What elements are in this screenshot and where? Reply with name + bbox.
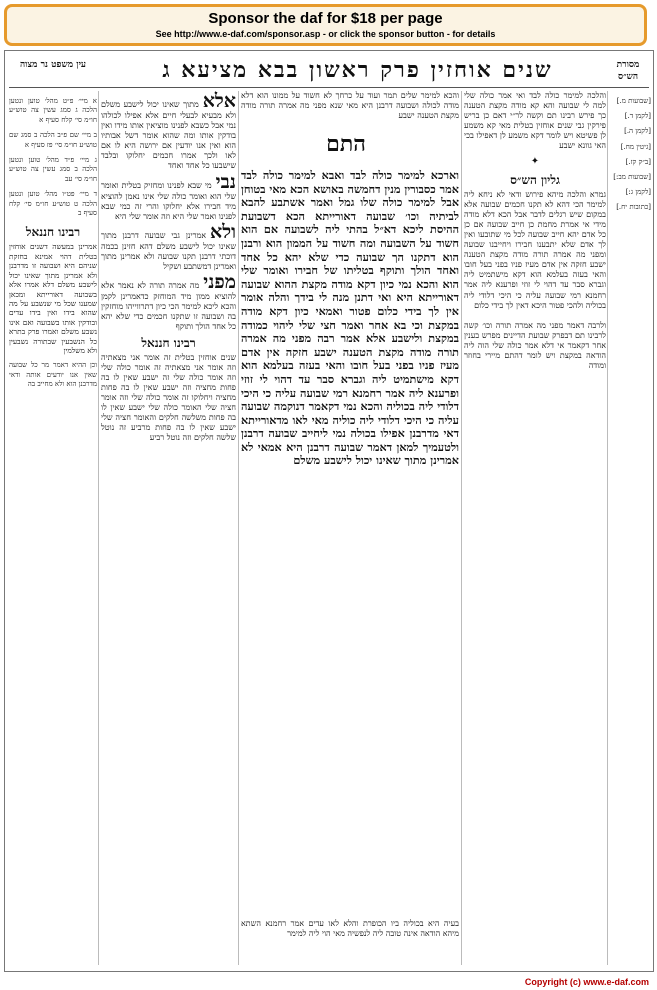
ornament-icon: ✦ <box>530 155 540 167</box>
gilyon-hashas-heading: גליון הש״ס <box>510 172 560 187</box>
commentary-text: שנים אוחזין בטלית זה אומר אני מצאתיה וזה אומר אני מצאתיה זה אומר כולה שלי וזה אומר כולה שלי זה ישבע שאין לו בה פחות מחציה וזה ישבע שאין לו בה פחות מחציה ויחלוקו זה אומר כולה שלי וזה אומר חציה שלי האומר כולה שלי ישבע שאין לו בה פחות משלשה חלקים והאומר חציה שלי ישבע שאין לו בה פחות מרביע זה נוטל שלשה חלקים וזה נוטל רביע <box>101 352 236 443</box>
mesoret-note: [לקמן ה.] <box>624 127 651 136</box>
commentary-column-left <box>101 91 236 965</box>
tosafot-text: ולרבה דאמר מפני מה אמרה תורה וכו׳ קשה לרבינו תם דבפרק שבועת הדיינים מפרש בענין אחר דקאמר אי דלא אמר כולה שלי הוה ליה הודאה במקצת ויש לומר דהתם מיירי בחוזר ומודה <box>464 320 606 371</box>
commentary-text: מה אמרה תורה לא נאמר אלא להוציא ממון מיד המוחזק כדאמרינן לקמן והכא ליכא למימר הכי כיון דתרווייהו מוחזקין בה ושבועה זו שתקנו חכמים כדי שלא יהא כל אחד הולך ותוקף <box>101 281 236 332</box>
column-divider <box>238 91 239 965</box>
mesoret-note: [לקמן ג:] <box>625 188 651 197</box>
page-header <box>5 55 653 85</box>
ein-mishpat-note: ד מיי׳ פט״ו מהל׳ טוען ונטען הלכה ט טוש״ע חו״מ סי׳ קלח סעיף ב <box>9 190 97 218</box>
dibbur-hamatchil: מפני <box>203 271 236 294</box>
sponsor-banner[interactable] <box>4 4 647 46</box>
mesoret-note: [לקמן ד.] <box>624 112 651 121</box>
ein-mishpat-label: עין משפט נר מצוה <box>19 60 87 70</box>
dibbur-hamatchil: ולא <box>210 220 236 243</box>
commentary-bottom: בעיה היא בכוליה ביו הכופרת והלא לאו עדים אמר רחמנא השתא מיהא הודאה אינה טובה ליה לנפשיה מאי הוי ליה למימר <box>241 919 459 939</box>
rabbeinu-chananel-text-bottom: וכן ההיא דאמר מר כל שבועה שאין אנו יודעים אותה ודאי מדרבנן הוא ולא מחייב בה <box>9 361 97 389</box>
gemara-text: וארכא למימר כולה לבד ואבא למימר כולה לבד אמר כסבורין מנין דחמשה באושא הכא מאי בטוחן אבל למימר כולה שלו גמל ואמר אשתבע להבא לביתיה וכו׳ שבועה דאורייתא הכא דשבועת ההיסת ליכא דא״ל בהתי ליה לשבועה אם הוא חשוד על השבועה ומה חשוד על הממון הוא ורבנן הוא דתקנו הך שבועה כדי שלא יהא כל אחד ואחד הולך ותוקף בטליתו של חבירו ואומר שלי הוא והכא נמי כיון דקא מודה מקצת ההוא שבועה דאורייתא היא ואי דתנן מנה לי בידך והלה אומר אין לך בידי כלום פטור ואמאי כיון דקא מודה במקצת וכי בא אחר ואמר חצי שלי ליהוי כמודה במקצת ולישבע אלא אמר רבה מפני מה אמרה תורה מודה מקצת הטענה ישבע חזקה אין אדם מעיז פניו בפני בעל חובו והאי בעזה בעלמא הוא דקא מישתמיט ליה וגברא סבר עד דהוי לי זוזי ופרענא ליה אמר רחמנא רמי שבועה עליה כי היכי דלודי ליה בכוליה והכא נמי דקאמר דנוקמה שבועה עליה כי היכי דלודי ליה כוליה מאי לאו מדאורייתא דאי מדרבנן אפילו בכולה נמי ליחייב שבועה דרבנן ולטעמיך למאן דאמר שבועה דרבנן היא אמאי לא אמרינן מתוך שאינו יכול לישבע משלם <box>241 169 459 468</box>
talmud-page <box>4 50 654 972</box>
mesoret-hashas-label: מסורת הש״ס <box>616 60 640 82</box>
header-divider <box>9 87 649 88</box>
gemara-opening-word: התם <box>326 131 366 157</box>
commentary-text: מי שבא לפנינו ומחזיק בטלית ואומר שלי הוא ואומר כולה שלי אינו נאמן להוציא מיד חבירו אלא יחלוקו והרי זה כמי שבא לפנינו ואמר שלי היא וזה אומר שלי היא <box>101 180 236 221</box>
column-divider <box>461 91 462 965</box>
ein-mishpat-column <box>9 91 97 965</box>
copyright-link[interactable]: Copyright (c) www.e-daf.com <box>524 977 649 987</box>
ein-mishpat-note: ג מיי׳ פ״ד מהל׳ טוען ונטען הלכה ב סמג עשין צה טוש״ע חו״מ סי׳ עב <box>9 156 97 183</box>
sponsor-banner-title[interactable]: Sponsor the daf for $18 per page <box>208 10 443 27</box>
commentary-section-heading: רבינו חננאל <box>141 335 196 350</box>
column-divider <box>607 91 608 965</box>
mesoret-hashas-column <box>609 91 651 965</box>
commentary-text: מתוך שאינו יכול לישבע משלם ולא מבעיא לבעלי חיים אלא אפילו לכולהו נמי אבל כשבא לפנינו מוציאין אותו מידו ואין בודקין אותו ומה שהוא אומר דשל אבותיו הוא ואין אנו יודעין אם ירושה היא לו אם לאו ולכך אמרו חכמים יחלוקו ובלבד שישבעו כל אחד ואחד <box>101 100 236 171</box>
tosafot-text: גמרא והלכה מיהא פירוש ודאי לא ניחא ליה למימר הכי דהא לא תקנו חכמים שבועה אלא במקום שיש רגלים לדבר אבל הכא דלא מודה מידי אי אמרת מחמת כן חייב שבועה אם כן כל אדם יהא חייב שבועה לכל מי שתובעו ואין לך אדם שלא יתבענו חבירו ויחייבנו שבועה ומפני מה אמרה תורה מודה מקצת הטענה ישבע חזקה אין אדם מעיז פניו בפני בעל חובו והאי בעזה בעלמא הוא דקא מישתמיט ליה וגברא סבר עד דהוי לי זוזי ופרענא ליה אמר רחמנא רמי שבועה עליה כי היכי דלודי ליה בכוליה ולהכי פטור היכא דאין לך בידי כלום <box>464 189 606 310</box>
running-title: שנים אוחזין פרק ראשון בבא מציעא ג <box>162 57 553 83</box>
ein-mishpat-note: א מיי׳ פ״ט מהל׳ טוען ונטען הלכה ג סמג עשין צה טוש״ע חו״מ סי׳ קלח סעיף א <box>9 97 97 124</box>
mesoret-note: [ב״ק קז.] <box>625 157 651 166</box>
mesoret-note: [כתובות יח.] <box>616 203 651 212</box>
tosafot-column <box>464 91 606 965</box>
dibbur-hamatchil: נבי <box>215 170 236 193</box>
dibbur-hamatchil: אלא <box>202 91 236 112</box>
commentary-top: והכא למימר שלים תמר ועוד על כרחך לא חשוד על ממונו הוא דלא מודה לכולה ושבועה דרבנן היא מאי שנא מפני מה אמרה תורה מודה מקצת הטענה ישבע <box>241 91 459 121</box>
rabbeinu-chananel-heading: רבינו חננאל <box>25 225 81 240</box>
mesoret-note: [שבועות מ.] <box>616 97 651 105</box>
mesoret-note: [שבועות מב:] <box>613 173 651 182</box>
mesoret-note: [גיטין מח.] <box>620 142 651 151</box>
sponsor-banner-subtitle[interactable]: See http://www.e-daf.com/sponsor.asp - or click the sponsor button - for details <box>155 29 496 39</box>
ein-mishpat-note: ב מיי׳ שם פ״ב הלכה ב סמג שם טוש״ע חו״מ סי׳ פז סעיף א <box>9 131 97 149</box>
commentary-text: אמרינן גבי שבועה דרבנן מתוך שאינו יכול לישבע משלם דהא חזינן בכמה דוכתי דרבנן תקנו שבועה ולא אמרינן מתוך ואמרינן דמשתבע ושקיל <box>101 230 236 272</box>
tosafot-text: והלכה למימר כולה לבד ואי אמר כולה שלי למה לי שבועה והא קא מודה מקצת הטענה כך פירש רבינו תם וקשה לר״י דאם כן בריש פירקין גבי שנים אוחזין בטלית מאי קא משמע לן פשיטא ויש לומר דקא משמע לן דאפילו בכי האי גוונא ישבע <box>464 91 606 151</box>
column-divider <box>98 91 99 965</box>
rabbeinu-chananel-text: אמרינן במעשה דשנים אוחזין בטלית דהוי אמינא בחזקת שניהם היא ושבועה זו מדרבנן ולא אמרינן מתוך שאינו יכול לישבע משלם דלא אמרו אלא בשבועה דאורייתא ומכאן שמענו שכל מי שנשבע על מה שהוא בידו ואין בידו עדים ובודקין אותו בשבועה ואם אינו נשבע משלם ואמרו פרק בתרא כל הנשבעין שבתורה נשבעין ולא משלמין <box>9 242 97 355</box>
